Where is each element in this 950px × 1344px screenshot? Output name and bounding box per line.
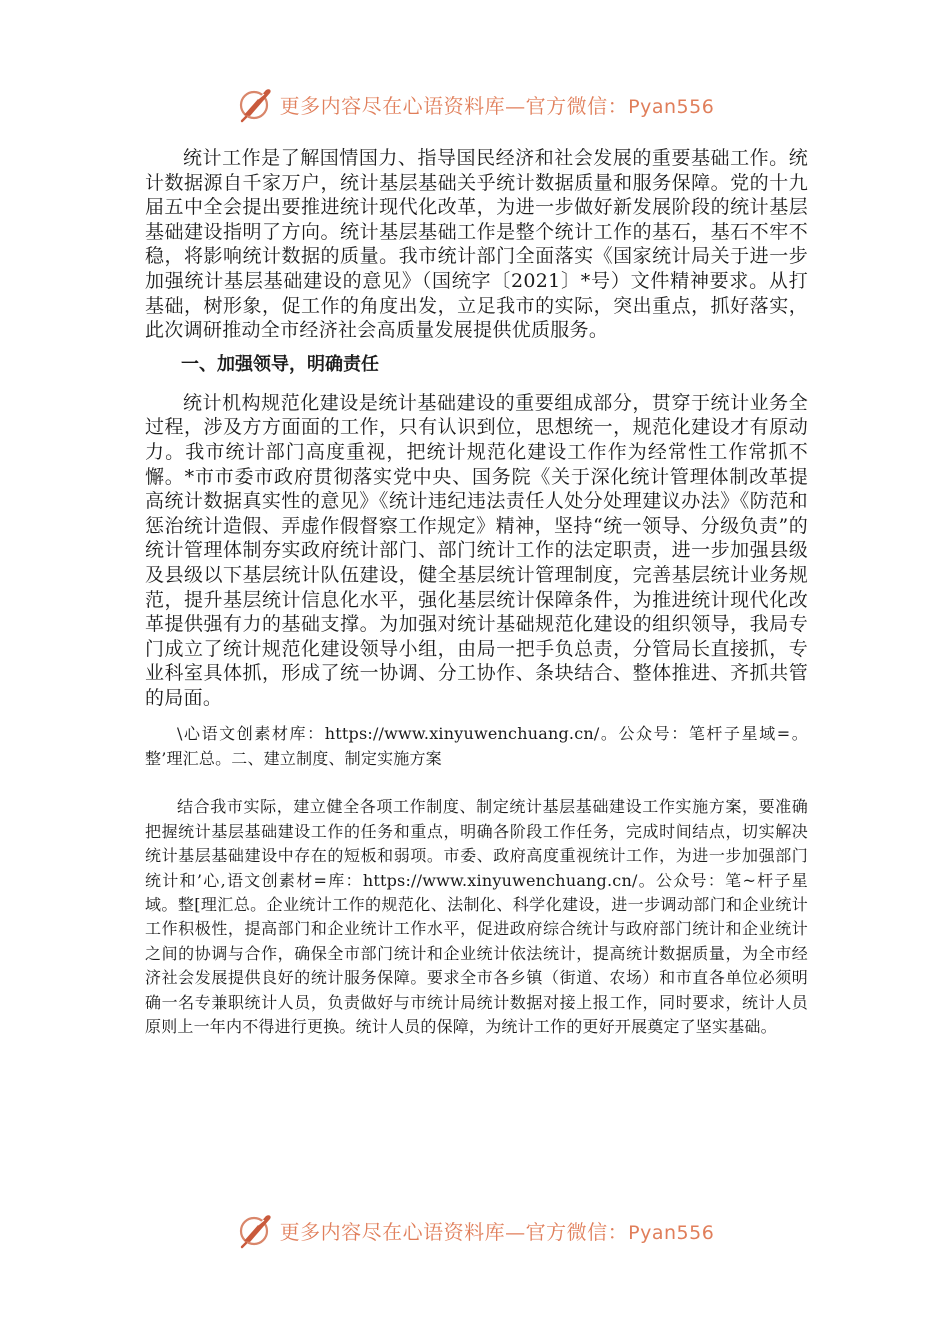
banner-text-cn: 更多内容尽在心语资料库—官方微信： (279, 1219, 629, 1244)
header-banner (0, 82, 950, 126)
watermark-line: \心语文创素材库：https://www.xinyuwenchuang.cn/。公众号：笔杆子星域=。整’理汇总。二、建立制度、制定实施方案 (145, 724, 808, 768)
section-2-paragraph: 结合我市实际，建立健全各项工作制度、制定统计基层基础建设工作实施方案，要准确把握统计基层基础建设工作的任务和重点，明确各阶段工作任务，完成时间结点，切实解决统计基层基础建设中存在的短板和弱项。市委、政府高度重视统计工作，为进一步加强部门统计和’心,语文创素材=库：https://www.xinyuwenchuang.cn/。公众号：笔~杆子星域。整[理汇总。企业统计工作的规范化、法制化、科学化建设，进一步调动部门和企业统计工作积极性，提高部门和企业统计工作水平，促进政府综合统计与政府部门统计和企业统计之间的协调与合作，确保全市部门统计和企业统计依法统计，提高统计数据质量，为全市经济社会发展提供良好的统计服务保障。要求全市各乡镇（街道、农场）和市直各单位必须明确一名专兼职统计人员，负责做好与市统计局统计数据对接上报工作，同时要求，统计人员原则上一年内不得进行更换。统计人员的保障，为统计工作的更好开展奠定了坚实基础。 (145, 797, 808, 1036)
banner-text (280, 90, 715, 119)
section-heading-1: 一、加强领导，明确责任 (181, 353, 379, 375)
quill-pen-logo-icon (236, 84, 276, 124)
banner-wechat-id: Pyan556 (628, 1221, 715, 1244)
document-body (145, 146, 808, 1039)
banner-wechat-id: Pyan556 (628, 95, 715, 118)
banner-text-cn: 更多内容尽在心语资料库—官方微信： (279, 93, 629, 118)
quill-pen-logo-icon (236, 1210, 276, 1250)
banner-text (280, 1216, 715, 1245)
intro-paragraph: 统计工作是了解国情国力、指导国民经济和社会发展的重要基础工作。统计数据源自千家万户，统计基层基础关乎统计数据质量和服务保障。党的十九届五中全会提出要推进统计现代化改革，为进一步做好新发展阶段的统计基层基础建设指明了方向。统计基层基础工作是整个统计工作的基石，基石不牢不稳，将影响统计数据的质量。我市统计部门全面落实《国家统计局关于进一步加强统计基层基础建设的意见》（国统字〔2021〕*号）文件精神要求。从打基础，树形象，促工作的角度出发，立足我市的实际，突出重点，抓好落实，此次调研推动全市经济社会高质量发展提供优质服务。 (145, 147, 808, 342)
section-1-paragraph: 统计机构规范化建设是统计基础建设的重要组成部分，贯穿于统计业务全过程，涉及方方面面的工作，只有认识到位，思想统一，规范化建设才有原动力。我市统计部门高度重视，把统计规范化建设工作作为经常性工作常抓不懈。*市市委市政府贯彻落实党中央、国务院《关于深化统计管理体制改革提高统计数据真实性的意见》《统计违纪违法责任人处分处理建议办法》《防范和惩治统计造假、弄虚作假督察工作规定》精神，坚持“统一领导、分级负责”的统计管理体制夯实政府统计部门、部门统计工作的法定职责，进一步加强县级及县级以下基层统计队伍建设，健全基层统计管理制度，完善基层统计业务规范，提升基层统计信息化水平，强化基层统计保障条件，为推进统计现代化改革提供强有力的基础支撑。为加强对统计基础规范化建设的组织领导，我局专门成立了统计规范化建设领导小组，由局一把手负总责，分管局长直接抓，专业科室具体抓，形成了统一协调、分工协作、条块结合、整体推进、齐抓共管的局面。 (145, 391, 808, 709)
footer-banner (0, 1208, 950, 1252)
